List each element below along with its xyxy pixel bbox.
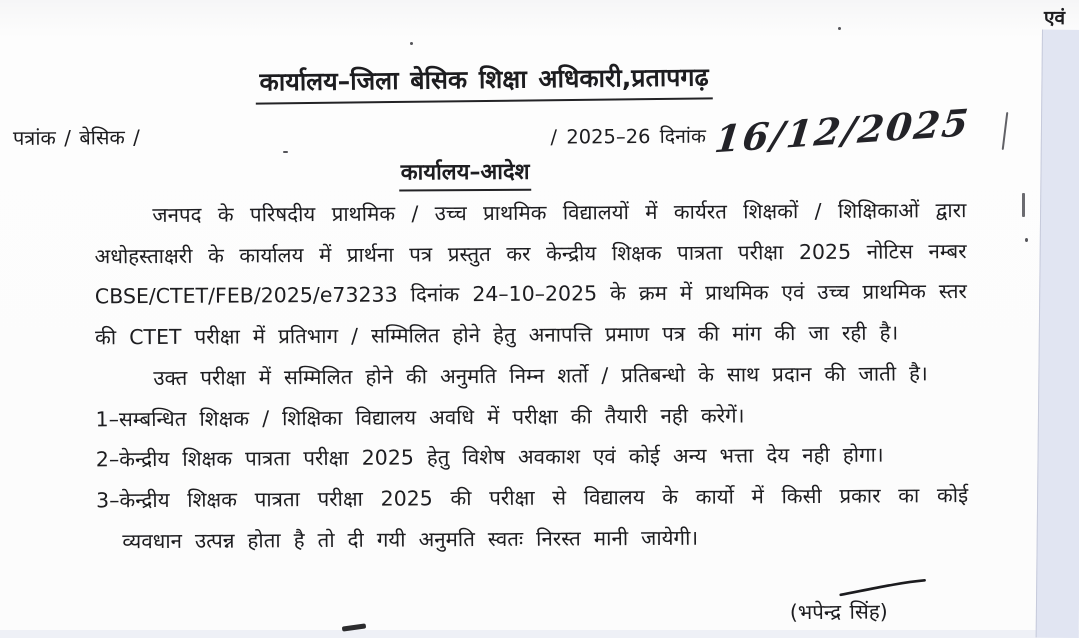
document-line: जनपद के परिषदीय प्राथमिक / उच्च प्राथमिक विद्यालयों में कार्यरत शिक्षकों / शिक्षिकाओं द्वारा: [152, 198, 967, 228]
office-title-text: कार्यालय–जिला बेसिक शिक्षा अधिकारी,प्रतापगढ़: [256, 59, 713, 104]
signatory-name: (भपेन्द्र सिंह): [789, 599, 888, 625]
scan-speck: [1025, 238, 1028, 242]
corner-text-fragment: एवं: [1044, 7, 1066, 29]
office-title: [0, 59, 971, 105]
date-section: [550, 100, 973, 162]
fiscal-year-date-label: / 2025–26 दिनांक: [550, 124, 706, 149]
letter-number-label: पत्रांक / बेसिक /: [12, 125, 140, 150]
order-heading: [0, 153, 931, 194]
condition-line: 1–सम्बन्धित शिक्षक / शिक्षिका विद्यालय अवधि में परीक्षा की तैयारी नही करेगें।: [95, 402, 745, 431]
condition-line: 2–केन्द्रीय शिक्षक पात्रता परीक्षा 2025 हेतु विशेष अवकाश एवं कोई अन्य भत्ता देय नही होगा।: [95, 442, 884, 472]
signature-flourish: [838, 578, 928, 597]
paper-edge-mark: [1022, 193, 1025, 217]
condition-line: व्यवधान उत्पन्न होता है तो दी गयी अनुमति स्वतः निरस्त मानी जायेगी।: [122, 525, 699, 553]
condition-line: 3–केन्द्रीय शिक्षक पात्रता परीक्षा 2025 की परीक्षा से विद्यालय के कार्यो में किसी प्रकार का कोई: [96, 482, 969, 513]
document-line: अधोहस्ताक्षरी के कार्यालय में प्रार्थना पत्र प्रस्तुत कर केन्द्रीय शिक्षक पात्रता परीक्षा 2025 नोटिस नम्बर: [94, 238, 967, 269]
order-heading-text: कार्यालय–आदेश: [399, 156, 532, 192]
document-line: की CTET परीक्षा में प्रतिभाग / सम्मिलित होने हेतु अनापत्ति प्रमाण पत्र की मांग की जा रही है।: [95, 320, 899, 350]
handwritten-date: 16/12/2025: [712, 100, 973, 162]
signature-block: [790, 575, 940, 628]
letter-body: [94, 190, 968, 562]
document-line: उक्त परीक्षा में सम्मिलित होने की अनुमति निम्न शर्तो / प्रतिबन्धो के साथ प्रदान की जाती है।: [153, 361, 928, 390]
scanner-margin-strip: [1036, 30, 1079, 638]
document-line: CBSE/CTET/FEB/2025/e73233 दिनांक 24–10–2025 के क्रम में प्राथमिक एवं उच्च प्राथमिक स्तर: [94, 279, 967, 309]
